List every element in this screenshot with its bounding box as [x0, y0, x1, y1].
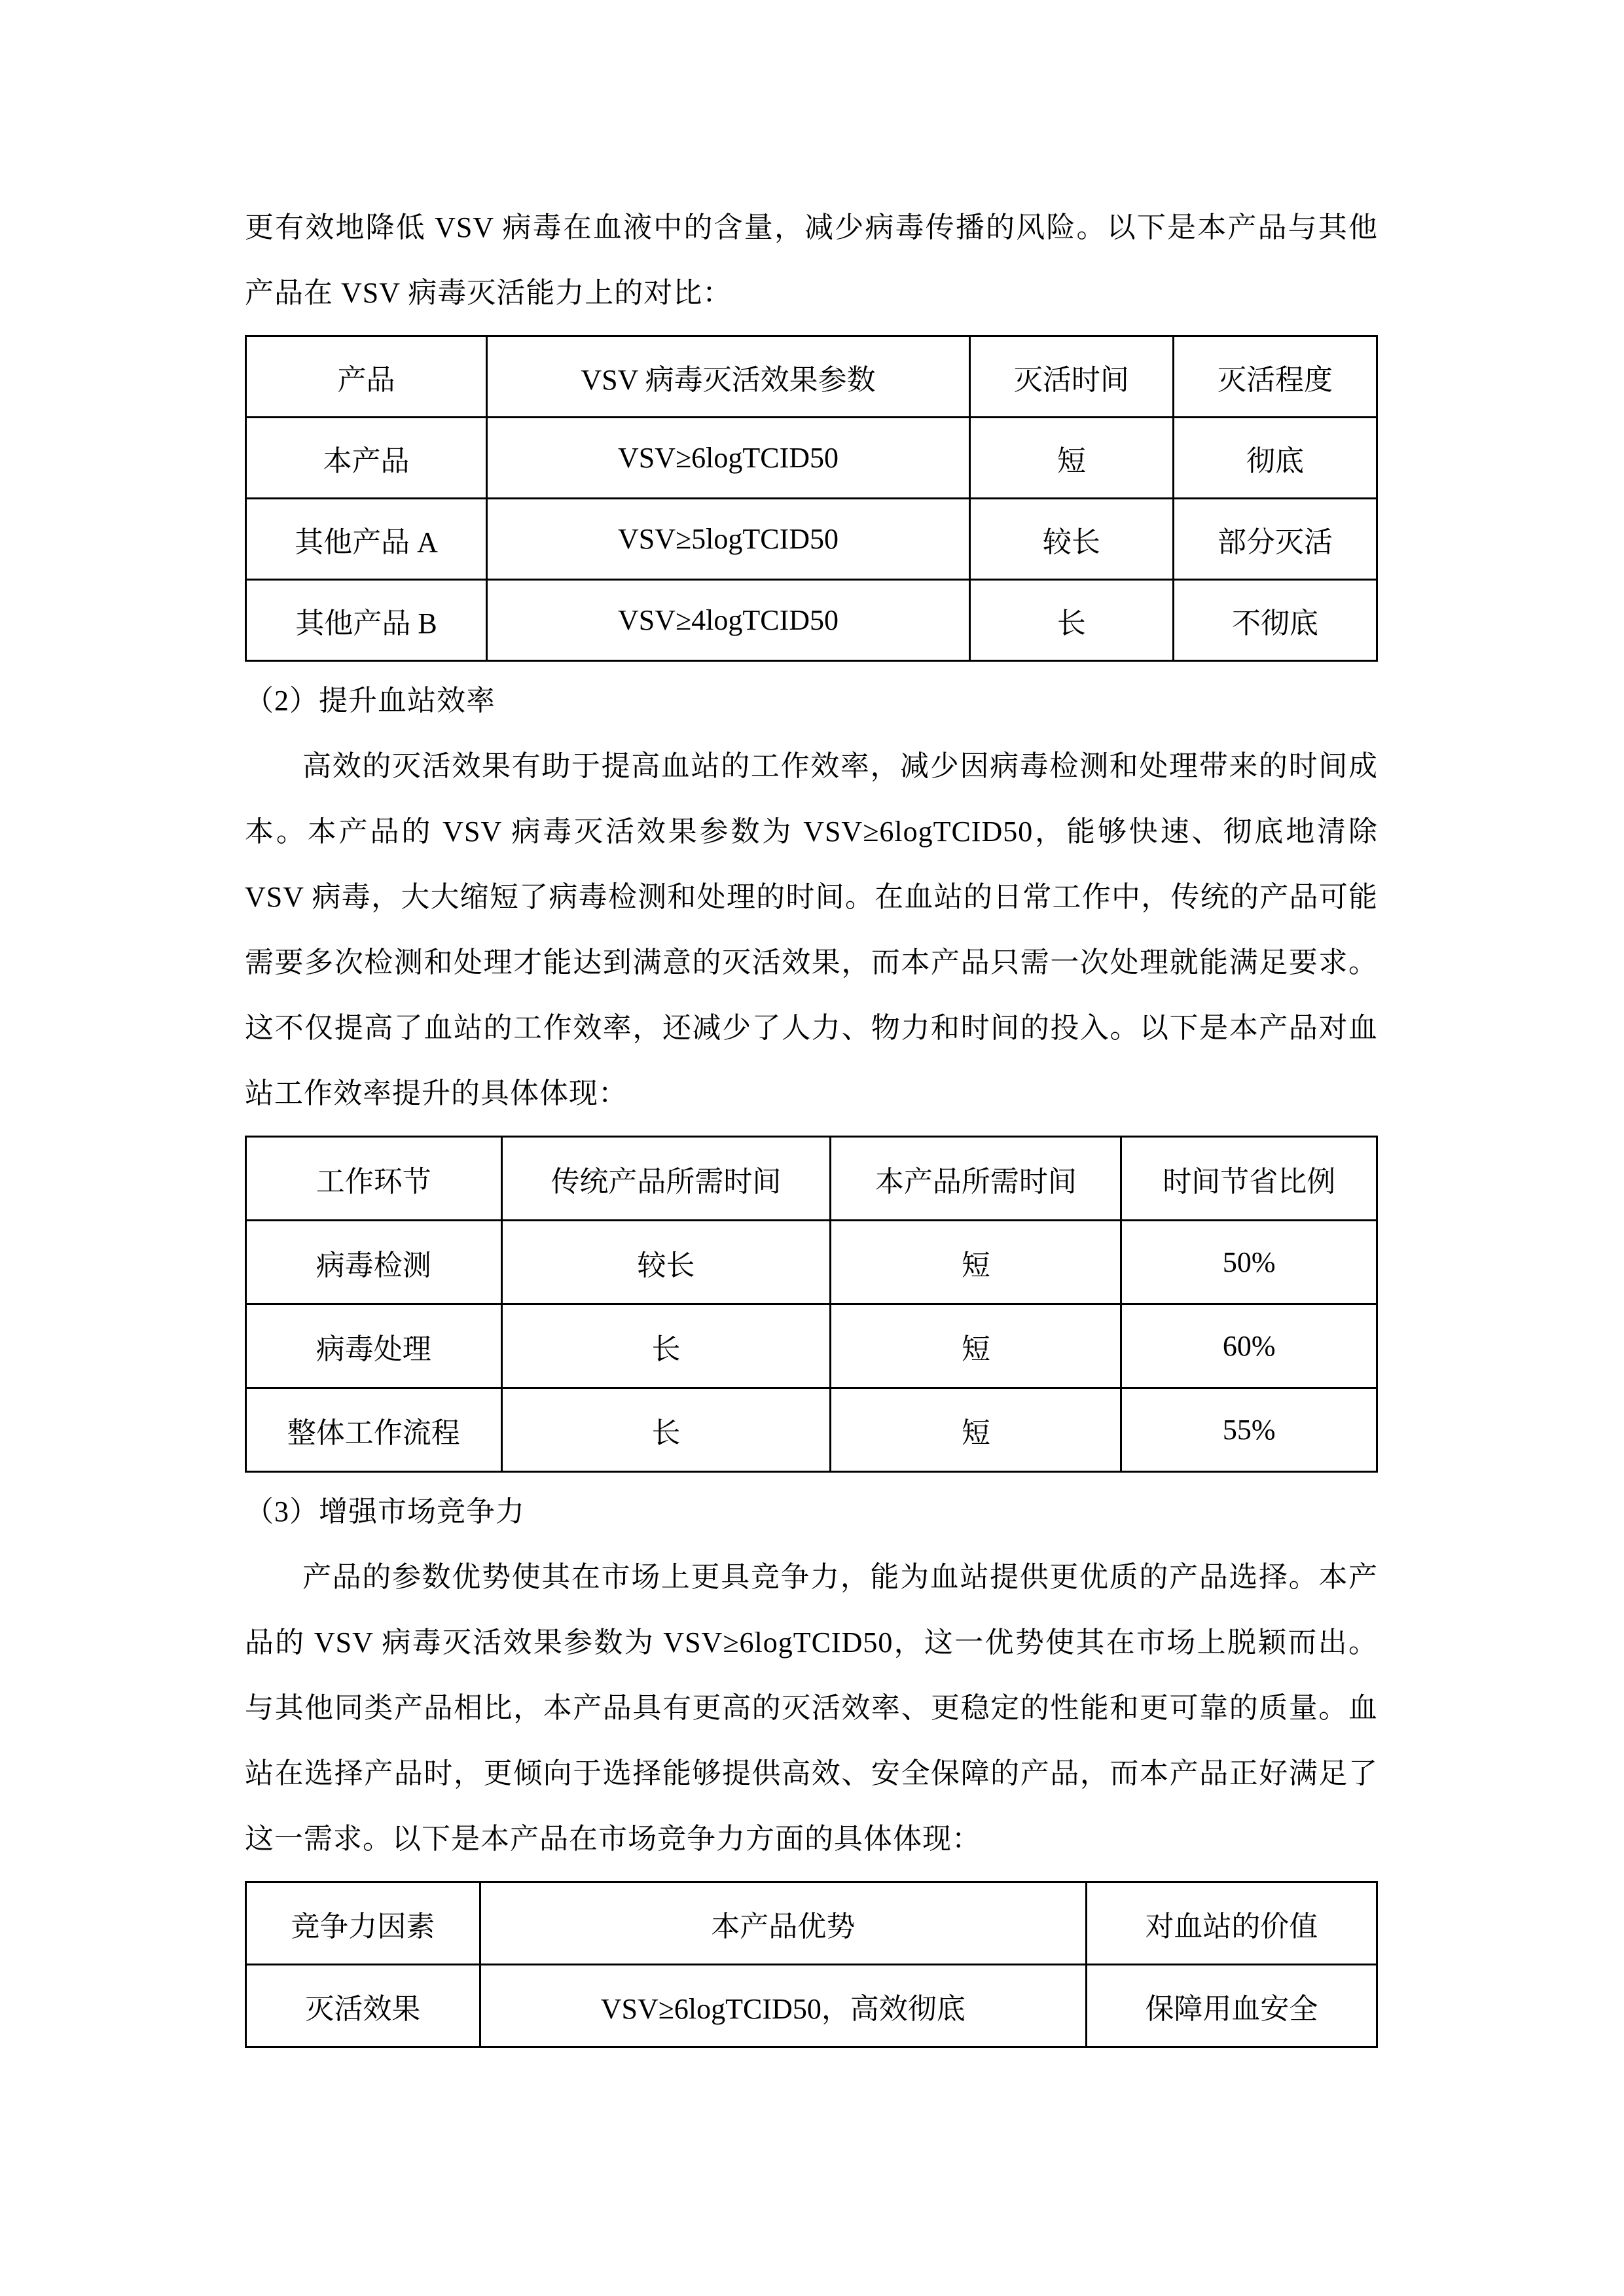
table-header-cell: 产品: [246, 336, 487, 418]
table-cell: 长: [969, 580, 1173, 661]
section-heading-3: （3）增强市场竞争力: [245, 1496, 525, 1528]
table-row: [246, 1965, 1377, 2047]
table-cell: 保障用血安全: [1086, 1965, 1377, 2047]
table-cell: 60%: [1121, 1304, 1377, 1388]
table-cell: 55%: [1121, 1388, 1377, 1472]
table-cell: VSV≥6logTCID50，高效彻底: [480, 1965, 1086, 2047]
table-cell: VSV≥5logTCID50: [487, 499, 970, 580]
table-header-cell: 工作环节: [246, 1137, 502, 1221]
table-header-cell: 本产品优势: [480, 1882, 1086, 1965]
table-cell: 本产品: [246, 418, 487, 499]
intro-paragraph: 更有效地降低 VSV 病毒在血液中的含量，减少病毒传播的风险。以下是本产品与其他产品在 VSV 病毒灭活能力上的对比：: [245, 211, 1378, 309]
table-row: [246, 499, 1377, 580]
table-cell: 短: [831, 1388, 1121, 1472]
table-cell: VSV≥4logTCID50: [487, 580, 970, 661]
table-cell: 长: [501, 1388, 831, 1472]
table-cell: 灭活效果: [246, 1965, 480, 2047]
table-cell: 短: [969, 418, 1173, 499]
table-header-row: [246, 1882, 1377, 1965]
table-cell: 长: [501, 1304, 831, 1388]
table-header-cell: 竞争力因素: [246, 1882, 480, 1965]
table-header-cell: 灭活程度: [1173, 336, 1377, 418]
table-cell: 部分灭活: [1173, 499, 1377, 580]
table-header-cell: 本产品所需时间: [831, 1137, 1121, 1221]
section-3-paragraph: 产品的参数优势使其在市场上更具竞争力，能为血站提供更优质的产品选择。本产品的 VSV 病毒灭活效果参数为 VSV≥6logTCID50，这一优势使其在市场上脱颖而出。与其他同类产品相比，本产品具有更高的灭活效率、更稳定的性能和更可靠的质量。血站在选择产品时，更倾向于选择能够提供高效、安全保障的产品，而本产品正好满足了这一需求。以下是本产品在市场竞争力方面的具体体现：: [245, 1561, 1378, 1855]
market-competitiveness-table: [245, 1881, 1378, 2048]
efficiency-improvement-table: [245, 1136, 1378, 1473]
section-heading-2: （2）提升血站效率: [245, 685, 496, 717]
table-cell: 病毒检测: [246, 1221, 502, 1304]
table-header-row: [246, 1137, 1377, 1221]
table-row: [246, 1304, 1377, 1388]
section-2-paragraph: 高效的灭活效果有助于提高血站的工作效率，减少因病毒检测和处理带来的时间成本。本产品的 VSV 病毒灭活效果参数为 VSV≥6logTCID50，能够快速、彻底地清除 VSV 病毒，大大缩短了病毒检测和处理的时间。在血站的日常工作中，传统的产品可能需要多次检测和处理才能达到满意的灭活效果，而本产品只需一次处理就能满足要求。这不仅提高了血站的工作效率，还减少了人力、物力和时间的投入。以下是本产品对血站工作效率提升的具体体现：: [245, 750, 1378, 1109]
table-cell: 其他产品 A: [246, 499, 487, 580]
table-cell: 不彻底: [1173, 580, 1377, 661]
table-cell: 彻底: [1173, 418, 1377, 499]
table-row: [246, 1388, 1377, 1472]
table-header-cell: 对血站的价值: [1086, 1882, 1377, 1965]
table-header-cell: 传统产品所需时间: [501, 1137, 831, 1221]
table-cell: 其他产品 B: [246, 580, 487, 661]
table-row: [246, 1221, 1377, 1304]
table-header-row: [246, 336, 1377, 418]
table-cell: 较长: [969, 499, 1173, 580]
table-row: [246, 418, 1377, 499]
table-cell: 较长: [501, 1221, 831, 1304]
table-row: [246, 580, 1377, 661]
table-cell: 50%: [1121, 1221, 1377, 1304]
table-cell: 病毒处理: [246, 1304, 502, 1388]
table-header-cell: 灭活时间: [969, 336, 1173, 418]
table-header-cell: 时间节省比例: [1121, 1137, 1377, 1221]
table-cell: 短: [831, 1304, 1121, 1388]
table-header-cell: VSV 病毒灭活效果参数: [487, 336, 970, 418]
table-cell: 整体工作流程: [246, 1388, 502, 1472]
vsv-inactivation-comparison-table: [245, 335, 1378, 662]
table-cell: 短: [831, 1221, 1121, 1304]
table-cell: VSV≥6logTCID50: [487, 418, 970, 499]
